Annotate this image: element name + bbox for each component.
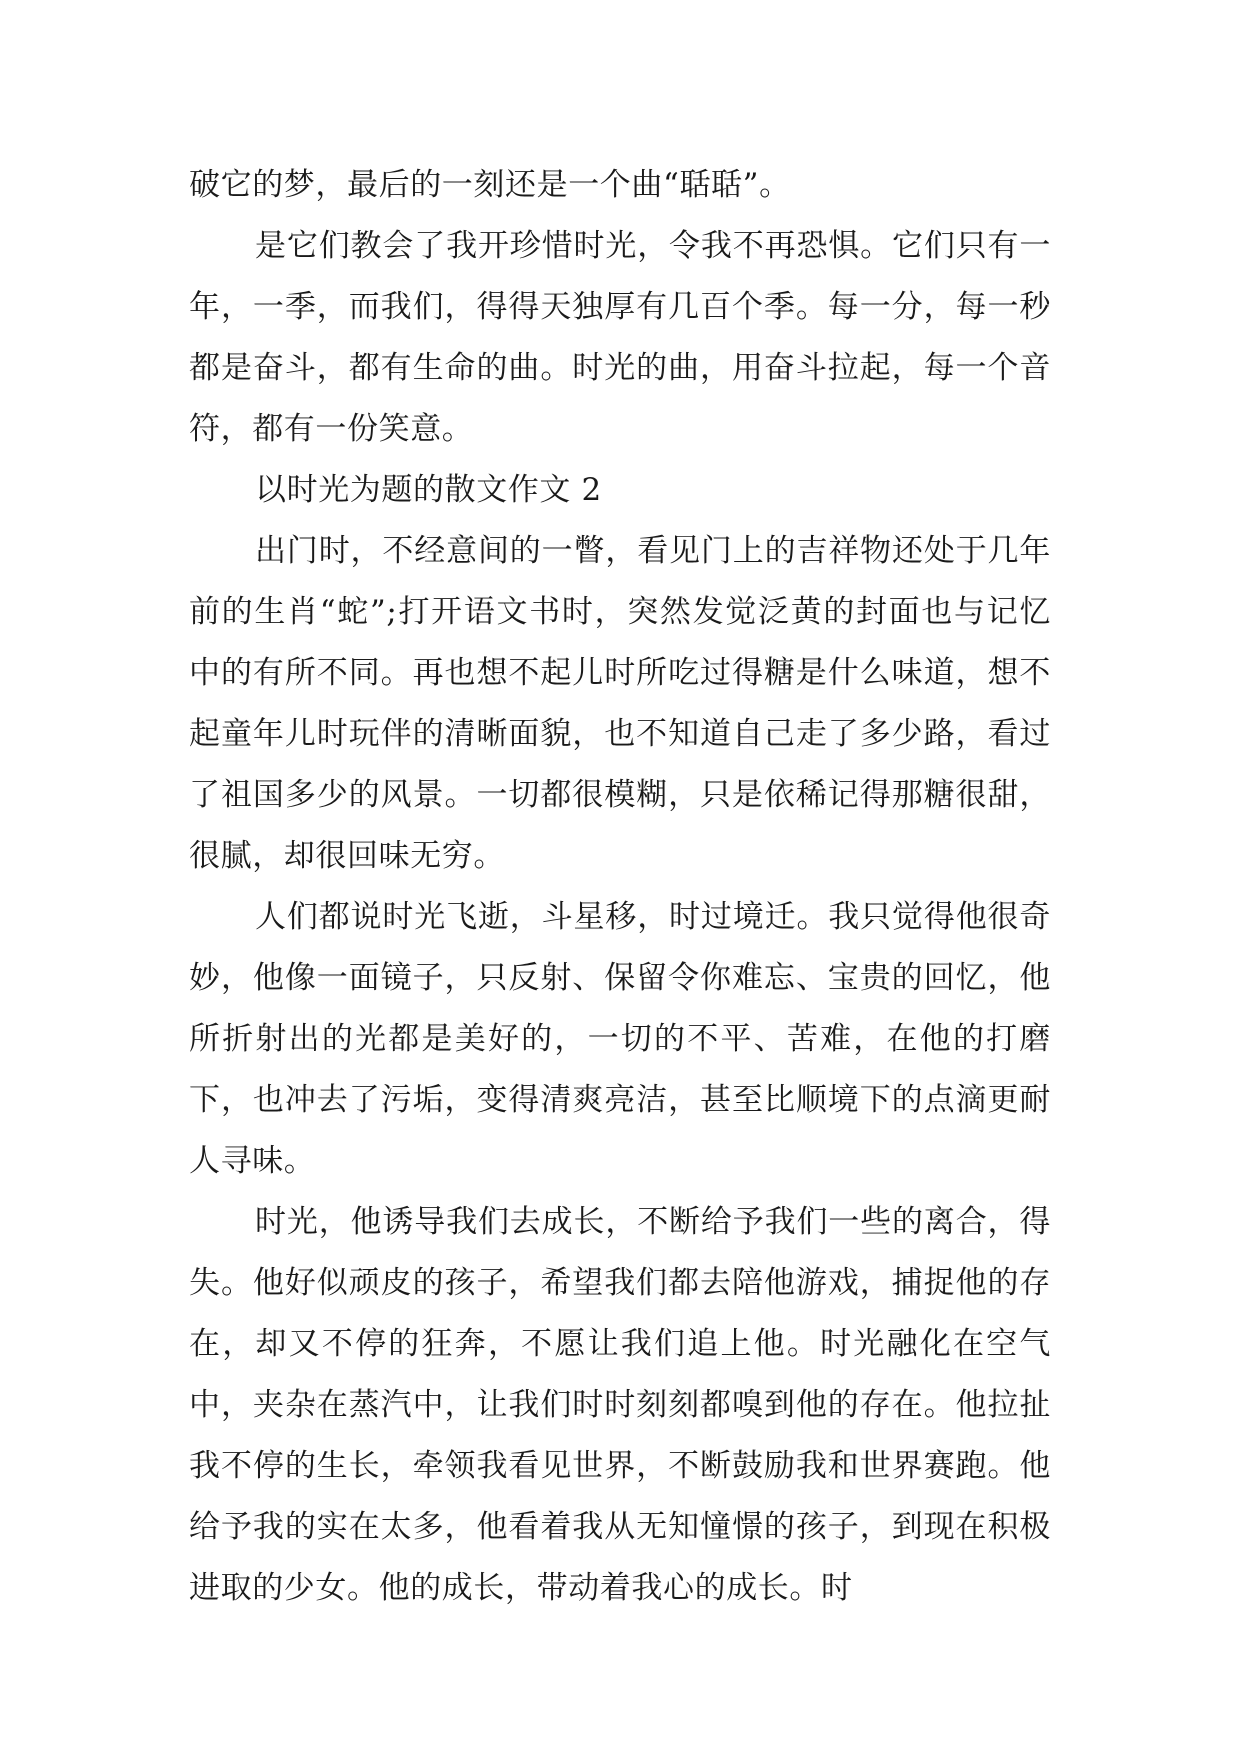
paragraph-time-growth: 时光，他诱导我们去成长，不断给予我们一些的离合，得失。他好似顽皮的孩子，希望我们都去陪他游戏，捕捉他的存在，却又不停的狂奔，不愿让我们追上他。时光融化在空气中，夹杂在蒸汽中，让我们时时刻刻都嗅到他的存在。他拉扯我不停的生长，牵领我看见世界，不断鼓励我和世界赛跑。他给予我的实在太多，他看着我从无知憧憬的孩子，到现在积极进取的少女。他的成长，带动着我心的成长。时 <box>189 1204 1051 1606</box>
paragraph-time-mirror: 人们都说时光飞逝，斗星移，时过境迁。我只觉得他很奇妙，他像一面镜子，只反射、保留令你难忘、宝贵的回忆，他所折射出的光都是美好的，一切的不平、苦难，在他的打磨下，也冲去了污垢，变得清爽亮洁，甚至比顺境下的点滴更耐人寻味。 <box>189 899 1051 1179</box>
paragraph-cicada-lesson: 是它们教会了我开珍惜时光，令我不再恐惧。它们只有一年，一季，而我们，得得天独厚有几百个季。每一分，每一秒都是奋斗，都有生命的曲。时光的曲，用奋斗拉起，每一个音符，都有一份笑意。 <box>189 228 1051 447</box>
document-body <box>189 155 1051 1619</box>
section-heading: 以时光为题的散文作文 2 <box>255 472 602 508</box>
paragraph-continuation: 破它的梦，最后的一刻还是一个曲“聒聒”。 <box>189 167 791 203</box>
paragraph-memories: 出门时，不经意间的一瞥，看见门上的吉祥物还处于几年前的生肖“蛇”;打开语文书时，突然发觉泛黄的封面也与记忆中的有所不同。再也想不起儿时所吃过得糖是什么味道，想不起童年儿时玩伴的清晰面貌，也不知道自己走了多少路，看过了祖国多少的风景。一切都很模糊，只是依稀记得那糖很甜，很腻，却很回味无穷。 <box>189 533 1051 874</box>
